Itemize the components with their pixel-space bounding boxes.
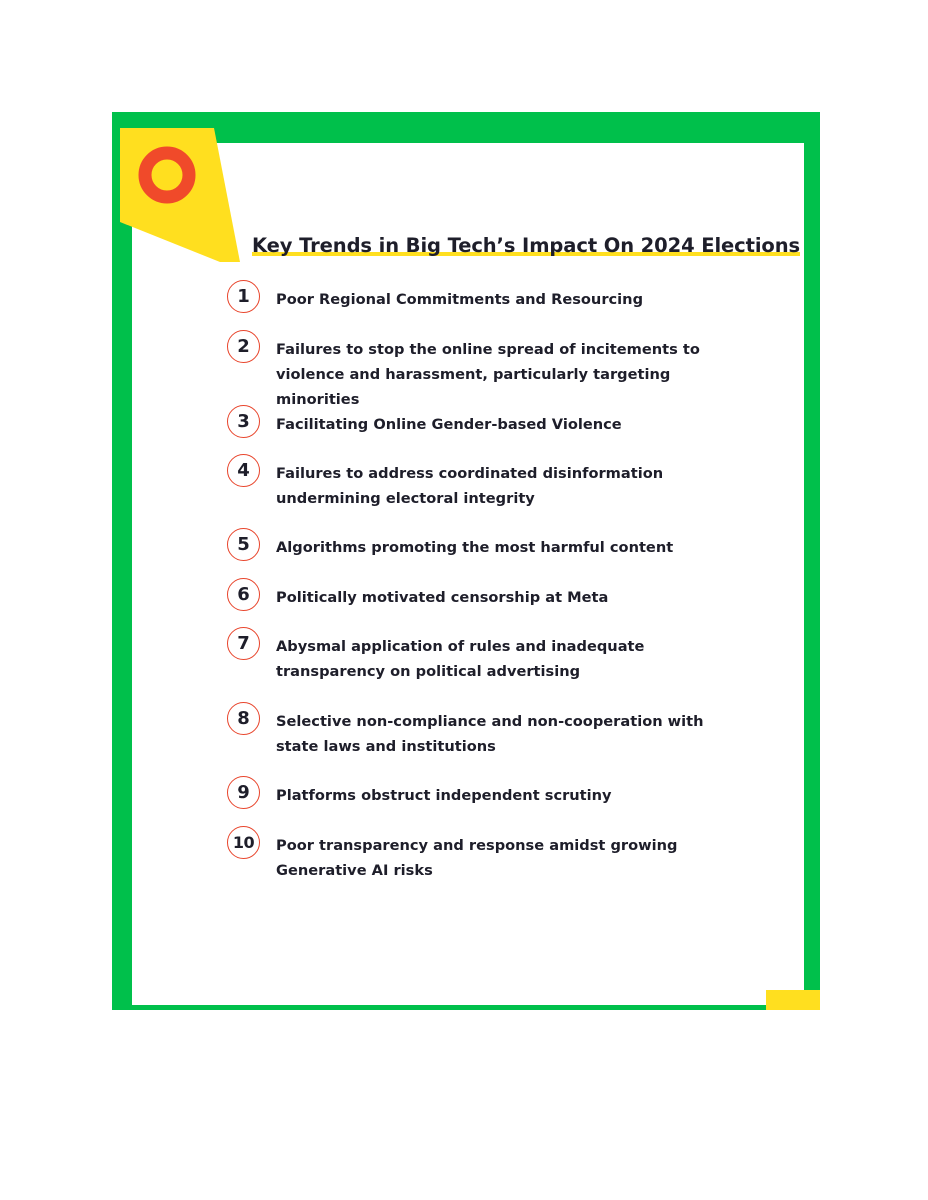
number-badge: 4 bbox=[227, 454, 260, 487]
list-item bbox=[227, 627, 747, 680]
number-badge: 8 bbox=[227, 702, 260, 735]
trend-text: Algorithms promoting the most harmful content bbox=[276, 539, 674, 556]
trend-text: Failures to stop the online spread of incitements to violence and harassment, particularly targeting minorities bbox=[276, 341, 700, 408]
list-item bbox=[227, 702, 747, 755]
list-item bbox=[227, 405, 747, 445]
list-item bbox=[227, 330, 747, 408]
trend-text: Poor transparency and response amidst growing Generative AI risks bbox=[276, 837, 678, 879]
number-badge: 10 bbox=[227, 826, 260, 859]
list-item bbox=[227, 528, 747, 568]
number-badge: 2 bbox=[227, 330, 260, 363]
list-item bbox=[227, 280, 747, 320]
page-title: Key Trends in Big Tech’s Impact On 2024 Elections bbox=[252, 234, 801, 257]
list-item bbox=[227, 826, 747, 879]
trend-text: Failures to address coordinated disinformation undermining electoral integrity bbox=[276, 465, 664, 507]
title-block bbox=[252, 234, 800, 257]
trend-text: Platforms obstruct independent scrutiny bbox=[276, 787, 612, 804]
trend-text: Poor Regional Commitments and Resourcing bbox=[276, 291, 644, 308]
number-badge: 5 bbox=[227, 528, 260, 561]
trend-text: Facilitating Online Gender-based Violence bbox=[276, 416, 622, 433]
list-item bbox=[227, 578, 747, 618]
trend-text: Selective non-compliance and non-cooperation with state laws and institutions bbox=[276, 713, 704, 755]
list-item bbox=[227, 776, 747, 816]
number-badge: 3 bbox=[227, 405, 260, 438]
number-badge: 9 bbox=[227, 776, 260, 809]
yellow-corner-accent bbox=[766, 990, 820, 1010]
number-badge: 7 bbox=[227, 627, 260, 660]
trend-text: Politically motivated censorship at Meta bbox=[276, 589, 609, 606]
list-item bbox=[227, 454, 747, 507]
logo-flag bbox=[120, 128, 240, 262]
trend-text: Abysmal application of rules and inadequate transparency on political advertising bbox=[276, 638, 645, 680]
number-badge: 1 bbox=[227, 280, 260, 313]
number-badge: 6 bbox=[227, 578, 260, 611]
